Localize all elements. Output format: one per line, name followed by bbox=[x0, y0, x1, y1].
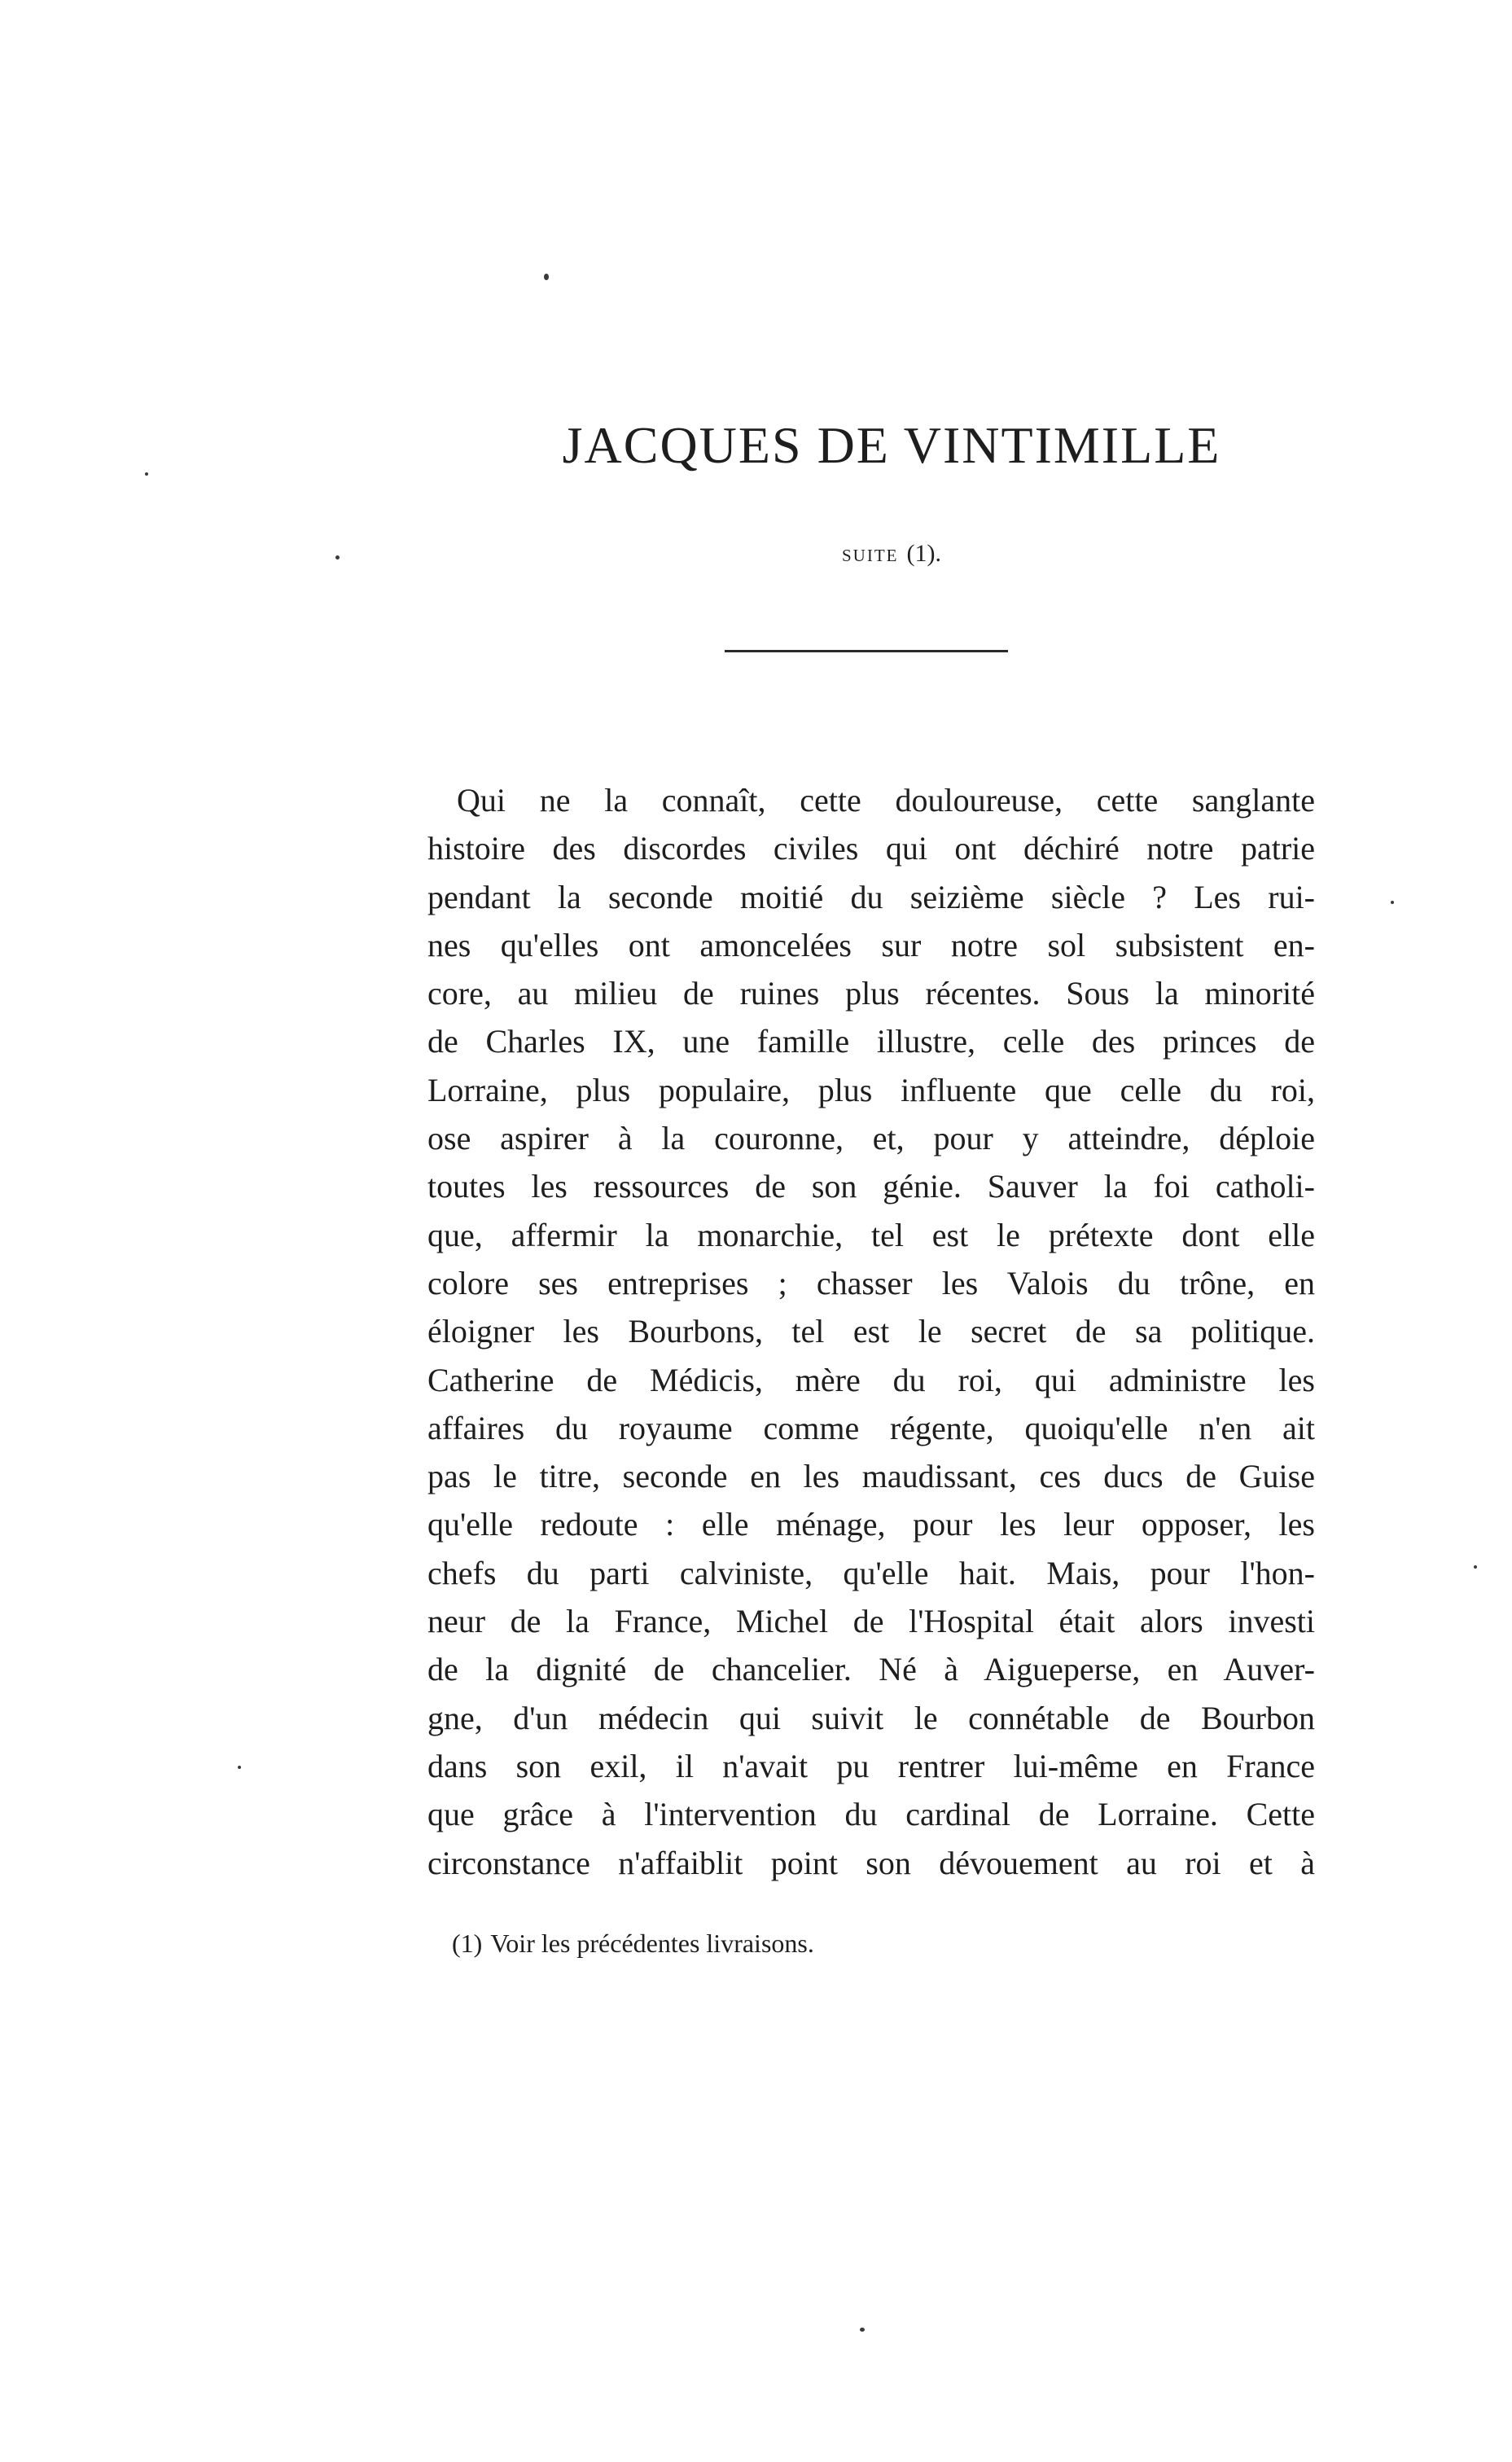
title-divider bbox=[725, 650, 1008, 652]
paragraph-line: circonstance n'affaiblit point son dévouement au roi et à bbox=[427, 1844, 1315, 1881]
paragraph-line: histoire des discordes civiles qui ont déchiré notre patrie bbox=[427, 830, 1315, 867]
paragraph-line: que, affermir la monarchie, tel est le prétexte dont elle bbox=[427, 1216, 1315, 1253]
paragraph-line: de la dignité de chancelier. Né à Aigueperse, en Auver- bbox=[427, 1651, 1315, 1688]
paragraph-line: Catherine de Médicis, mère du roi, qui administre les bbox=[427, 1361, 1315, 1398]
paragraph-line: chefs du parti calviniste, qu'elle hait. Mais, pour l'hon- bbox=[427, 1554, 1315, 1591]
footnote-text: Voir les précédentes livraisons. bbox=[490, 1929, 814, 1958]
paragraph-line: que grâce à l'intervention du cardinal de Lorraine. Cette bbox=[427, 1796, 1315, 1833]
paragraph-line: pas le titre, seconde en les maudissant, ces ducs de Guise bbox=[427, 1458, 1315, 1495]
scan-speck bbox=[1474, 1565, 1477, 1569]
scan-speck bbox=[1391, 901, 1394, 904]
scan-speck bbox=[335, 555, 340, 560]
paragraph-line: Qui ne la connaît, cette douloureuse, cette sanglante bbox=[457, 782, 1315, 818]
paragraph-line: qu'elle redoute : elle ménage, pour les leur opposer, les bbox=[427, 1506, 1315, 1543]
paragraph-line: éloigner les Bourbons, tel est le secret de sa politique. bbox=[427, 1313, 1315, 1350]
paragraph-line: pendant la seconde moitié du seizième siècle ? Les rui- bbox=[427, 878, 1315, 915]
paragraph-line: neur de la France, Michel de l'Hospital était alors investi bbox=[427, 1603, 1315, 1640]
scan-speck bbox=[860, 2328, 865, 2332]
subtitle-label: SUITE bbox=[842, 546, 899, 565]
scan-speck bbox=[238, 1766, 241, 1769]
footnote-mark: (1) bbox=[452, 1929, 483, 1958]
body-paragraph bbox=[427, 776, 1315, 1887]
paragraph-line: colore ses entreprises ; chasser les Valois du trône, en bbox=[427, 1264, 1315, 1301]
paragraph-line: de Charles IX, une famille illustre, celle des princes de bbox=[427, 1023, 1315, 1060]
paragraph-line: dans son exil, il n'avait pu rentrer lui-même en France bbox=[427, 1747, 1315, 1784]
scan-speck bbox=[544, 274, 549, 280]
paragraph-line: affaires du royaume comme régente, quoiqu'elle n'en ait bbox=[427, 1409, 1315, 1446]
paragraph-line: toutes les ressources de son génie. Sauver la foi catholi- bbox=[427, 1168, 1315, 1205]
paragraph-line: nes qu'elles ont amoncelées sur notre sol subsistent en- bbox=[427, 926, 1315, 963]
article-subtitle bbox=[0, 542, 1512, 566]
footnote-reference: (1). bbox=[906, 540, 941, 567]
paragraph-line: core, au milieu de ruines plus récentes. Sous la minorité bbox=[427, 975, 1315, 1012]
footnote bbox=[452, 1930, 814, 1956]
scan-speck bbox=[145, 472, 148, 476]
paragraph-line: Lorraine, plus populaire, plus influente que celle du roi, bbox=[427, 1071, 1315, 1108]
paragraph-line: ose aspirer à la couronne, et, pour y atteindre, déploie bbox=[427, 1120, 1315, 1157]
article-title: JACQUES DE VINTIMILLE bbox=[562, 416, 1221, 474]
paragraph-line: gne, d'un médecin qui suivit le connétable de Bourbon bbox=[427, 1699, 1315, 1736]
